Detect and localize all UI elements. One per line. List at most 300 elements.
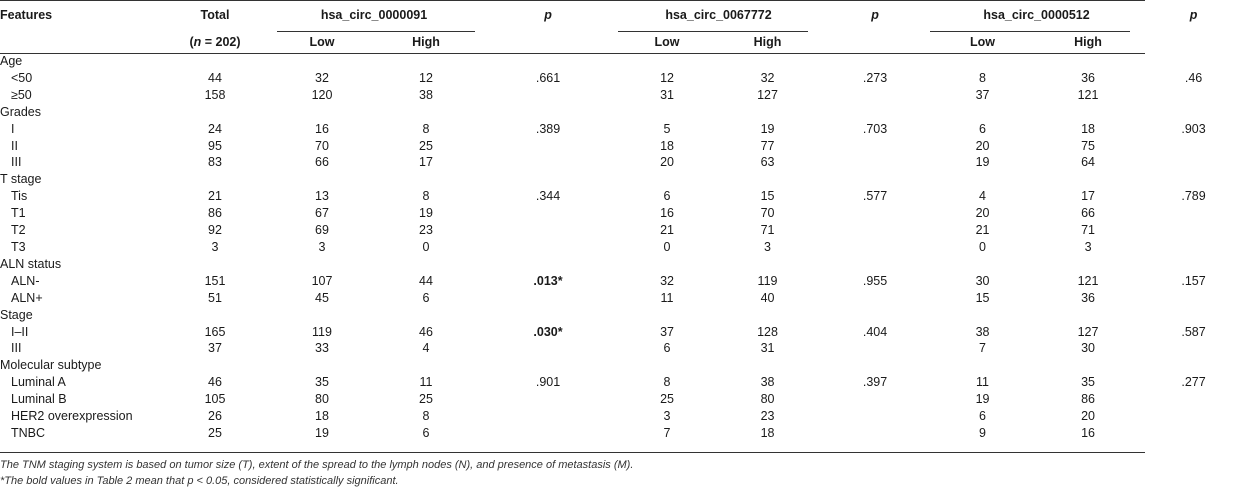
cell-c2-high [716,171,819,188]
cell-c2-high: 3 [764,239,771,254]
cell-p1 [478,154,618,171]
header-row-2 [0,31,1245,53]
cell-c3-low: 20 [975,206,990,221]
c3-low-header: Low [970,35,996,49]
cell-c2-high: 80 [760,392,775,407]
cell-c1-high: 19 [419,206,433,221]
cell-c2-low: 21 [660,223,674,238]
cell-c2-low: 16 [660,206,674,221]
cell-p1 [478,87,618,104]
cell-c2-low: 6 [663,341,671,356]
cell-p2 [819,205,931,222]
cell-c2-high [716,357,819,374]
group-row [0,256,1245,273]
row-label: ALN- [11,273,40,288]
cell-total: 86 [208,206,222,221]
cell-c3-high: 18 [1081,121,1095,136]
cell-c2-low: 0 [663,239,671,254]
cell-total: 51 [208,290,222,305]
row-label: T1 [11,206,26,221]
row-label: TNBC [11,425,46,440]
footnote-tnm: The TNM staging system is based on tumor size (T), extent of the spread to the lymph nodes (N), and presence of metastasis (M). [0,459,634,471]
cell-c2-low [618,171,716,188]
cell-c3-low [931,171,1034,188]
cell-p1 [478,205,618,222]
cell-total: 95 [208,138,222,153]
cell-p1 [478,256,618,273]
group-row [0,53,1245,70]
cell-c2-high: 77 [760,138,775,153]
cell-c3-low: 6 [979,409,986,424]
cell-p1: .344 [535,189,561,204]
cell-c3-high: 66 [1081,206,1095,221]
cell-c1-low [270,256,374,273]
cell-c1-low: 107 [311,273,333,288]
cell-p3 [1142,357,1245,374]
cell-total: 37 [208,341,222,356]
row-label: <50 [11,70,33,85]
cell-p3 [1142,154,1245,171]
cell-c1-low: 69 [315,223,329,238]
cell-c3-low [931,53,1034,70]
header-row-1 [0,0,1245,31]
cell-total [160,256,270,273]
group-label: Molecular subtype [0,358,102,373]
cell-c1-low: 45 [315,290,329,305]
cell-total [160,104,270,121]
cell-p3 [1142,256,1245,273]
cell-c3-high [1034,256,1142,273]
cell-c2-high: 119 [757,273,778,288]
cell-c1-low [270,53,374,70]
cell-c3-low: 30 [975,273,990,288]
cell-c1-high: 6 [422,290,430,305]
table-body [0,53,1245,442]
circ-0000091-header: hsa_circ_0000091 [320,8,428,22]
cell-c2-high: 63 [760,155,775,170]
c1-low-header: Low [309,35,335,49]
cell-c2-low [618,53,716,70]
features-header: Features [0,8,53,22]
cell-c1-low: 120 [311,87,333,102]
cell-p1 [478,222,618,239]
cell-c3-low: 4 [979,189,986,204]
cell-p3 [1142,391,1245,408]
cell-c1-low [270,307,374,324]
c2-high-header: High [753,35,782,49]
cell-p2 [819,222,931,239]
cell-p2 [819,256,931,273]
table-row [0,87,1245,104]
cell-c2-high: 23 [760,409,775,424]
cell-p2: .397 [862,375,888,390]
cell-c1-high [374,307,478,324]
circ-0000091-group-rule [277,31,475,32]
empty-header-cell [478,31,618,53]
circ-0067772-group-rule [618,31,808,32]
header-bottom-rule [0,53,1145,54]
cell-total: 151 [204,273,226,288]
cell-c3-high: 16 [1081,425,1095,440]
cell-p2 [819,357,931,374]
group-label: Age [0,54,23,68]
cell-c2-low: 18 [660,138,674,153]
cell-c3-high [1034,307,1142,324]
cell-p1 [478,104,618,121]
cell-c3-low: 19 [975,392,990,407]
cell-total: 158 [204,87,226,102]
table-row [0,70,1245,87]
total-header: Total [200,8,230,22]
p2-header: p [871,8,879,22]
cell-c1-high: 8 [422,121,430,136]
cell-c1-low [270,171,374,188]
cell-c1-high: 8 [422,409,430,424]
row-label: I [11,121,15,136]
cell-c3-high: 20 [1081,409,1095,424]
row-label: Tis [11,189,28,204]
row-label: II [11,138,18,153]
cell-total: 92 [208,223,222,238]
cell-c1-low [270,357,374,374]
cell-c1-high: 4 [422,341,430,356]
cell-p1 [478,408,618,425]
table-row [0,425,1245,442]
cell-p2: .273 [862,70,888,85]
cell-c1-high: 23 [419,223,433,238]
cell-total: 26 [208,409,222,424]
cell-p3 [1142,138,1245,155]
c2-low-header: Low [654,35,680,49]
cell-c3-high: 121 [1077,87,1099,102]
cell-p3 [1142,87,1245,104]
cell-c3-low: 0 [979,239,986,254]
cell-c2-high: 31 [760,341,775,356]
cell-total [160,171,270,188]
cell-c2-high [716,104,819,121]
cell-p2 [819,138,931,155]
cell-p3: .903 [1181,121,1206,136]
cell-c1-high: 46 [419,324,433,339]
cell-c1-low [270,104,374,121]
cell-c1-low: 67 [315,206,329,221]
cell-c3-low: 20 [975,138,990,153]
cell-c2-low: 12 [660,70,674,85]
cell-c1-high: 25 [419,138,433,153]
cell-c2-high: 15 [760,189,775,204]
table-row [0,188,1245,205]
cell-c3-low [931,357,1034,374]
row-label: HER2 overexpression [11,409,133,424]
cell-total [160,53,270,70]
cell-c1-high: 0 [422,239,430,254]
cell-c1-high: 8 [422,189,430,204]
cell-c2-low: 20 [660,155,674,170]
empty-header-cell [1142,31,1245,53]
cell-c3-high [1034,171,1142,188]
cell-c3-high: 121 [1077,273,1099,288]
cell-c1-high [374,171,478,188]
cell-c3-high: 35 [1081,375,1095,390]
cell-c2-high: 128 [757,324,778,339]
cell-c1-high [374,104,478,121]
cell-c3-high [1034,104,1142,121]
cell-total: 44 [208,70,222,85]
cell-p1 [478,171,618,188]
table-row [0,374,1245,391]
cell-p3: .46 [1184,70,1203,85]
cell-c3-low: 9 [979,425,986,440]
cell-p2: .577 [862,189,888,204]
cell-c2-low: 3 [663,409,671,424]
cell-p3 [1142,408,1245,425]
table-row [0,138,1245,155]
cell-p2 [819,307,931,324]
cell-total [160,307,270,324]
cell-c2-high [716,307,819,324]
cell-c2-high: 19 [760,121,775,136]
cell-p2 [819,154,931,171]
cell-p3 [1142,104,1245,121]
cell-total: 165 [204,324,226,339]
table-row [0,239,1245,256]
cell-c1-low: 70 [315,138,329,153]
cell-c3-high: 3 [1084,239,1092,254]
cell-c2-low: 7 [663,425,671,440]
cell-c3-low: 15 [975,290,990,305]
cell-total: 105 [204,392,226,407]
cell-c2-low: 25 [660,392,674,407]
cell-c3-low: 8 [979,70,986,85]
table-row [0,391,1245,408]
cell-c3-low: 38 [975,324,990,339]
total-n-header: (n = 202) [189,35,241,49]
cell-c2-high [716,256,819,273]
cell-c1-low: 33 [315,341,329,356]
cell-p3 [1142,222,1245,239]
footnote-significance: *The bold values in Table 2 mean that p < 0.05, considered statistically significant. [0,475,399,487]
cell-c2-high: 38 [760,375,775,390]
cell-c3-low: 6 [979,121,986,136]
row-label: III [11,155,22,170]
circ-0067772-header: hsa_circ_0067772 [665,8,772,22]
cell-p1 [478,239,618,256]
cell-c2-low: 8 [663,375,671,390]
cell-c3-low [931,104,1034,121]
cell-p3 [1142,307,1245,324]
cell-c2-low: 11 [660,290,674,305]
cell-c1-high: 44 [419,273,433,288]
cell-c2-low: 31 [660,87,674,102]
cell-c3-high: 71 [1081,223,1095,238]
table-row [0,408,1245,425]
cell-p3: .587 [1181,324,1206,339]
circ-0000512-header: hsa_circ_0000512 [983,8,1090,22]
cell-p3: .789 [1181,189,1206,204]
row-label: III [11,341,22,356]
cell-c2-high: 127 [757,87,778,102]
cell-c3-low: 19 [975,155,990,170]
cell-total: 83 [208,155,222,170]
row-label: ALN+ [11,290,43,305]
row-label: Luminal B [11,392,67,407]
cell-total [160,357,270,374]
cell-p2 [819,239,931,256]
cell-p3 [1142,239,1245,256]
cell-p1 [478,307,618,324]
cell-p2 [819,425,931,442]
row-label: T3 [11,239,26,254]
cell-p2 [819,391,931,408]
p1-header: p [544,8,552,22]
cell-p2: .703 [862,121,888,136]
cell-p1 [478,340,618,357]
table-row [0,205,1245,222]
cell-c1-high: 25 [419,392,433,407]
cell-p2 [819,290,931,307]
cell-p1: .030* [533,324,563,339]
cell-c1-low: 32 [315,70,329,85]
cell-total: 46 [208,375,222,390]
cell-c1-high: 6 [422,425,430,440]
cell-p2: .404 [862,324,888,339]
cell-p2 [819,104,931,121]
cell-c1-high [374,256,478,273]
cell-c1-low: 16 [315,121,329,136]
row-label: Luminal A [11,375,66,390]
cell-c1-low: 80 [315,392,329,407]
cell-p1 [478,391,618,408]
cell-c3-low: 11 [976,375,990,390]
empty-header-cell [819,31,931,53]
cell-p2 [819,53,931,70]
cell-total: 21 [208,189,222,204]
cell-c3-high: 30 [1081,341,1095,356]
table-bottom-rule [0,452,1145,453]
cell-c2-low [618,307,716,324]
cell-c2-low [618,357,716,374]
cell-c3-high: 75 [1081,138,1095,153]
cell-total: 3 [211,239,219,254]
empty-header-cell [0,31,160,53]
cell-p1 [478,357,618,374]
cell-p3 [1142,53,1245,70]
group-label: Stage [0,307,33,322]
cell-c1-low: 19 [315,425,329,440]
cell-c2-low [618,256,716,273]
cell-c2-low: 5 [663,121,671,136]
cell-p3: .157 [1181,273,1206,288]
table-row [0,222,1245,239]
cell-c1-high: 12 [419,70,433,85]
c1-high-header: High [412,35,440,49]
cell-p1: .661 [535,70,561,85]
cell-p2 [819,171,931,188]
cell-p3 [1142,425,1245,442]
cell-c1-low: 13 [315,189,329,204]
table-row [0,273,1245,290]
row-label: I–II [11,324,29,339]
cell-c1-high: 17 [419,155,433,170]
cell-c3-low: 37 [975,87,990,102]
cell-c3-low: 21 [975,223,990,238]
cell-c2-low: 6 [663,189,671,204]
cell-c1-high: 38 [419,87,433,102]
group-row [0,171,1245,188]
table-row [0,290,1245,307]
cell-c2-high: 32 [760,70,775,85]
group-label: T stage [0,172,42,187]
cell-p1 [478,290,618,307]
cell-p1 [478,53,618,70]
cell-p3 [1142,290,1245,307]
group-label: ALN status [0,256,62,271]
cell-p2 [819,340,931,357]
cell-p3 [1142,205,1245,222]
cell-c2-high: 71 [760,223,775,238]
cell-c1-low: 119 [312,324,332,339]
cell-p1: .901 [535,375,561,390]
cell-c3-high [1034,357,1142,374]
cell-p3 [1142,340,1245,357]
cell-p3 [1142,171,1245,188]
cell-c1-low: 18 [315,409,329,424]
c3-high-header: High [1074,35,1102,49]
cell-p1: .013* [533,273,563,288]
group-row [0,104,1245,121]
row-label: T2 [11,223,26,238]
cell-c2-high: 18 [760,425,775,440]
cell-c1-high: 11 [419,375,433,390]
cell-c1-low: 35 [315,375,329,390]
cell-c3-high: 64 [1081,155,1095,170]
cell-c3-high [1034,53,1142,70]
cell-c2-low: 37 [660,324,674,339]
cell-p2 [819,87,931,104]
cell-c2-high: 70 [760,206,775,221]
table-row [0,340,1245,357]
cell-c3-high: 17 [1081,189,1095,204]
table-row [0,121,1245,138]
cell-c1-high [374,357,478,374]
cell-total: 24 [208,121,222,136]
cell-c2-low: 32 [660,273,674,288]
table-row [0,324,1245,341]
row-label: ≥50 [11,87,32,102]
cell-total: 25 [208,425,222,440]
cell-c3-low [931,307,1034,324]
cell-c3-high: 127 [1077,324,1099,339]
cell-p3: .277 [1181,375,1206,390]
cell-c1-low: 66 [315,155,329,170]
cell-c3-high: 86 [1081,392,1095,407]
cell-p1: .389 [535,121,561,136]
table-row [0,154,1245,171]
cell-p1 [478,138,618,155]
cell-c1-high [374,53,478,70]
cell-c1-low: 3 [318,239,326,254]
cell-c2-high: 40 [760,290,775,305]
cell-p2 [819,408,931,425]
cell-c3-high: 36 [1081,290,1095,305]
cell-c3-low [931,256,1034,273]
cell-c3-high: 36 [1081,70,1095,85]
cell-c3-low: 7 [979,341,986,356]
circ-0000512-group-rule [930,31,1130,32]
cell-c2-high [716,53,819,70]
cell-c2-low [618,104,716,121]
p3-header: p [1189,8,1198,22]
